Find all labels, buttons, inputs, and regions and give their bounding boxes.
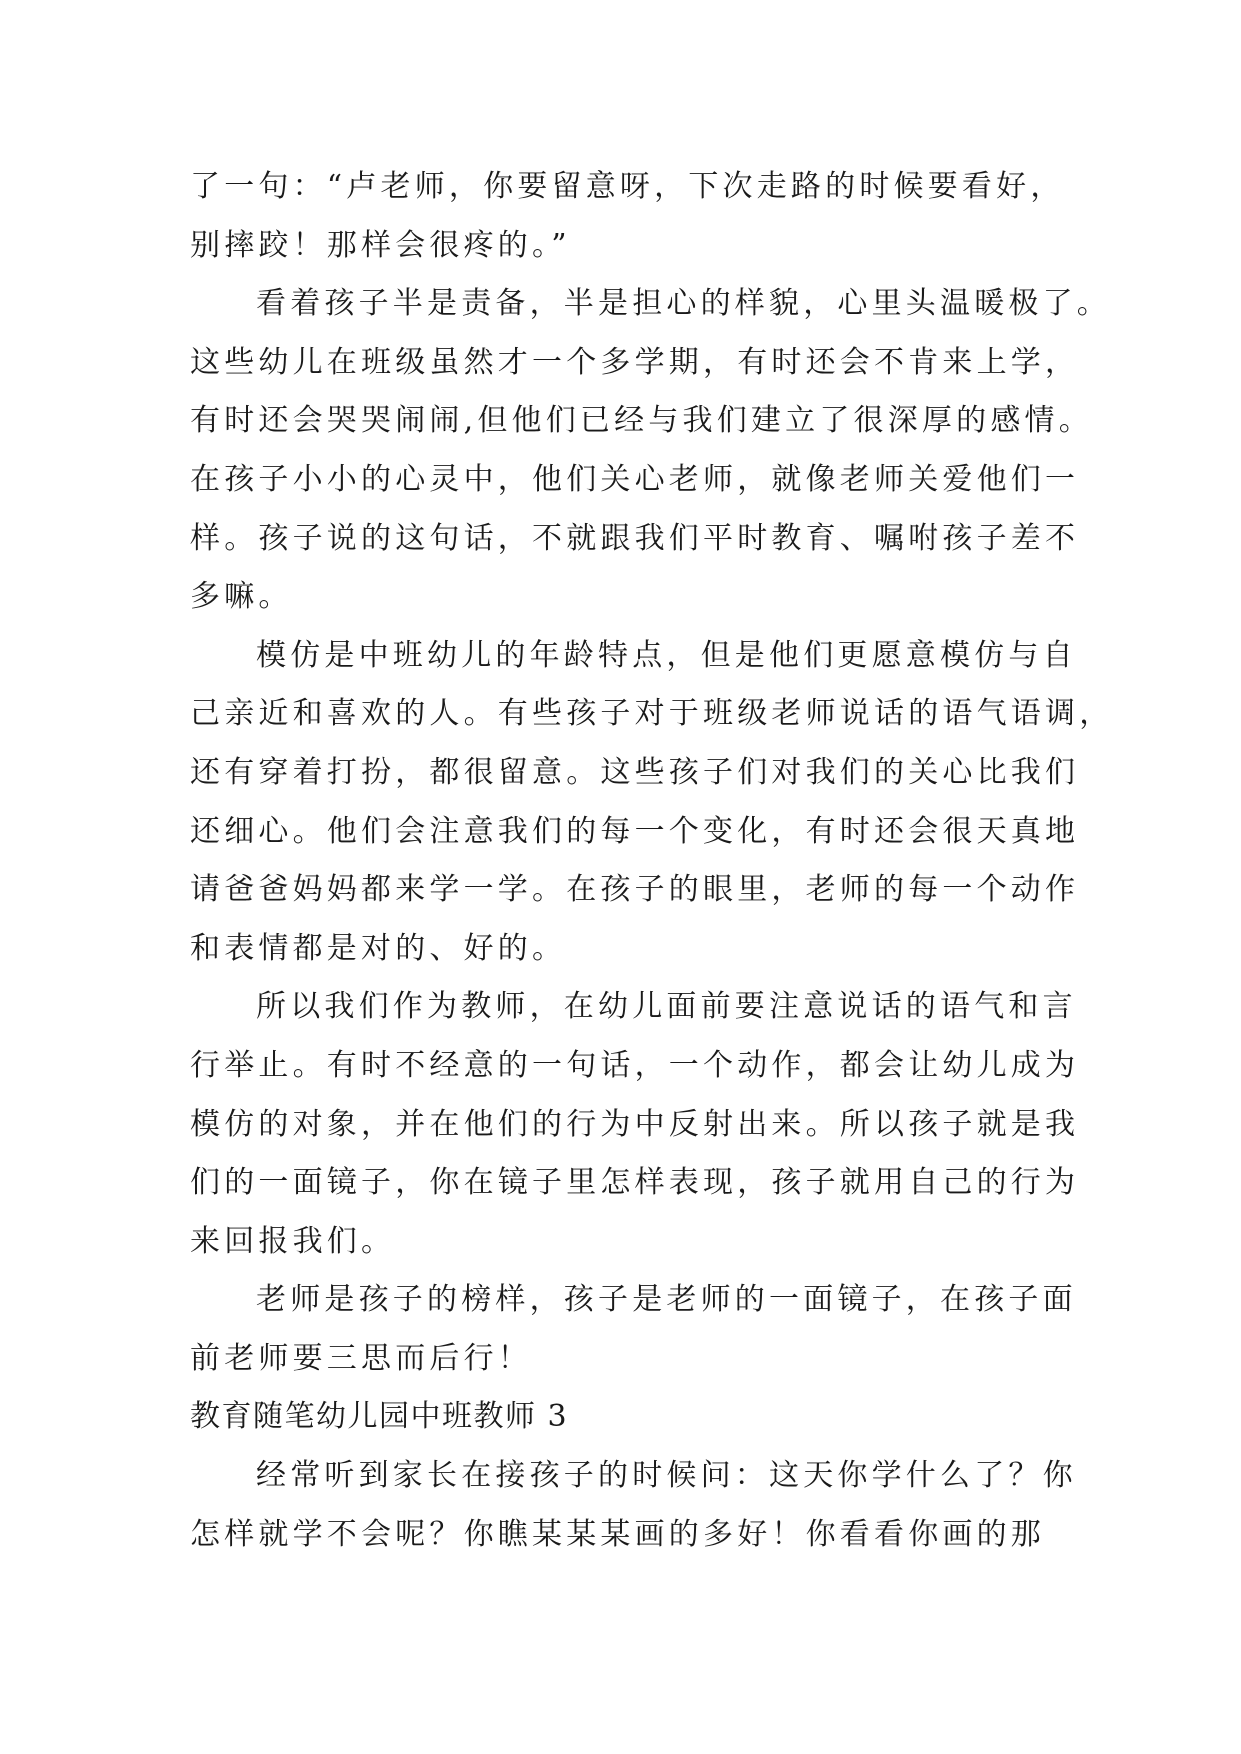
text-line: 还有穿着打扮，都很留意。这些孩子们对我们的关心比我们 <box>190 754 1080 790</box>
text-line: 这些幼儿在班级虽然才一个多学期，有时还会不肯来上学， <box>190 344 1080 380</box>
text-line: 在孩子小小的心灵中，他们关心老师，就像老师关爱他们一 <box>190 461 1080 497</box>
section-heading: 教育随笔幼儿园中班教师 3 <box>190 1399 569 1435</box>
body-text <box>190 158 1114 1564</box>
text-line: 模仿的对象，并在他们的行为中反射出来。所以孩子就是我 <box>190 1106 1080 1142</box>
text-line: 己亲近和喜欢的人。有些孩子对于班级老师说话的语气语调， <box>190 696 1114 732</box>
text-line: 了一句：“卢老师，你要留意呀，下次走路的时候要看好， <box>190 169 1065 204</box>
text-line: 模仿是中班幼儿的年龄特点，但是他们更愿意模仿与自 <box>256 637 1077 673</box>
text-line: 多嘛。 <box>190 579 293 615</box>
text-line: 还细心。他们会注意我们的每一个变化，有时还会很天真地 <box>190 813 1080 849</box>
text-line: 和表情都是对的、好的。 <box>190 930 567 966</box>
text-line: 来回报我们。 <box>190 1223 396 1259</box>
text-line: 行举止。有时不经意的一句话，一个动作，都会让幼儿成为 <box>190 1047 1080 1083</box>
text-line: 怎样就学不会呢？你瞧某某某画的多好！你看看你画的那 <box>190 1516 1045 1552</box>
text-line: 请爸爸妈妈都来学一学。在孩子的眼里，老师的每一个动作 <box>190 872 1080 908</box>
text-line: 有时还会哭哭闹闹,但他们已经与我们建立了很深厚的感情。 <box>190 403 1093 439</box>
text-line: 前老师要三思而后行！ <box>190 1340 532 1376</box>
text-line: 样。孩子说的这句话，不就跟我们平时教育、嘱咐孩子差不 <box>190 520 1080 556</box>
text-line: 经常听到家长在接孩子的时候问：这天你学什么了？你 <box>256 1458 1077 1494</box>
text-line: 老师是孩子的榜样，孩子是老师的一面镜子，在孩子面 <box>256 1282 1077 1318</box>
text-line: 所以我们作为教师，在幼儿面前要注意说话的语气和言 <box>256 989 1077 1025</box>
text-line: 别摔跤！那样会很疼的。” <box>190 227 571 263</box>
text-line: 们的一面镜子，你在镜子里怎样表现，孩子就用自己的行为 <box>190 1165 1080 1201</box>
text-line: 看着孩子半是责备，半是担心的样貌，心里头温暖极了。 <box>256 286 1111 322</box>
